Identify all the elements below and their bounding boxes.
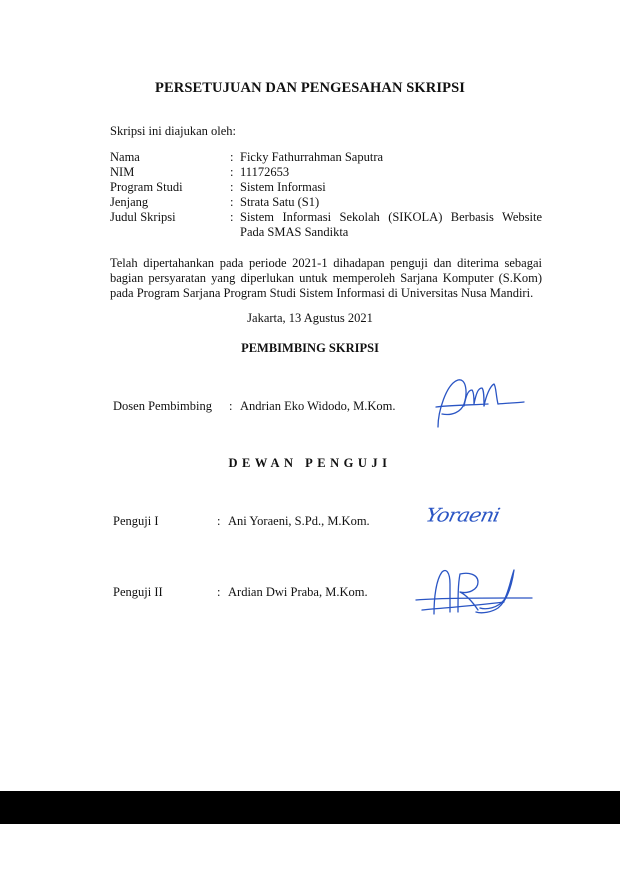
examiners-heading: DEWAN PENGUJI (228, 456, 392, 470)
supervisor-colon: : (229, 399, 233, 413)
examiner-colon: : (217, 514, 221, 528)
place-date: Jakarta, 13 Agustus 2021 (247, 311, 373, 325)
info-row-title (110, 210, 542, 240)
examiner-label: Penguji II (113, 585, 163, 599)
thesis-title-line2: Pada SMAS Sandikta (240, 225, 349, 239)
info-value: Sistem Informasi (240, 180, 326, 194)
info-colon: : (230, 180, 234, 194)
info-colon: : (230, 195, 234, 209)
approval-paragraph: Telah dipertahankan pada periode 2021-1 dihadapan penguji dan diterima sebagai bagian persyaratan yang diperlukan untuk memperoleh Sarjana Komputer (S.Kom) pada Program Sarjana Program Studi Sistem Informasi di Universitas Nusa Mandiri. (110, 256, 542, 300)
examiner-colon: : (217, 585, 221, 599)
info-value: 11172653 (240, 165, 290, 179)
info-label: NIM (110, 165, 135, 179)
supervisor-signature (428, 372, 528, 432)
intro-text: Skripsi ini diajukan oleh: (110, 124, 237, 138)
info-value: Strata Satu (S1) (240, 195, 320, 209)
info-label: Nama (110, 150, 140, 164)
examiner-row-1 (113, 514, 370, 529)
examiner-label: Penguji I (113, 514, 159, 528)
examiner-name: Ani Yoraeni, S.Pd., M.Kom. (228, 514, 370, 528)
info-row-program (110, 180, 542, 195)
info-colon: : (230, 150, 234, 164)
info-value: Ficky Fathurrahman Saputra (240, 150, 384, 164)
examiner-1-signature: Yoraeni (423, 504, 502, 526)
supervisor-name: Andrian Eko Widodo, M.Kom. (240, 399, 396, 413)
info-value-block (240, 210, 542, 240)
info-label: Program Studi (110, 180, 183, 194)
info-row-nim (110, 165, 542, 180)
info-label: Jenjang (110, 195, 149, 209)
thesis-title-line1: Sistem Informasi Sekolah (SIKOLA) Berbasis Website (240, 210, 542, 224)
supervisor-row (113, 399, 396, 414)
supervisor-label: Dosen Pembimbing (113, 399, 212, 413)
student-info (110, 150, 542, 240)
bottom-black-bar (0, 791, 620, 824)
info-row-name (110, 150, 542, 165)
examiner-row-2 (113, 585, 368, 600)
info-row-level (110, 195, 542, 210)
info-colon: : (230, 165, 234, 179)
page-title: PERSETUJUAN DAN PENGESAHAN SKRIPSI (155, 80, 465, 96)
info-colon: : (230, 210, 234, 224)
supervisor-heading: PEMBIMBING SKRIPSI (241, 341, 379, 355)
examiner-name: Ardian Dwi Praba, M.Kom. (228, 585, 368, 599)
examiner-2-signature (412, 562, 537, 622)
info-label: Judul Skripsi (110, 210, 176, 224)
